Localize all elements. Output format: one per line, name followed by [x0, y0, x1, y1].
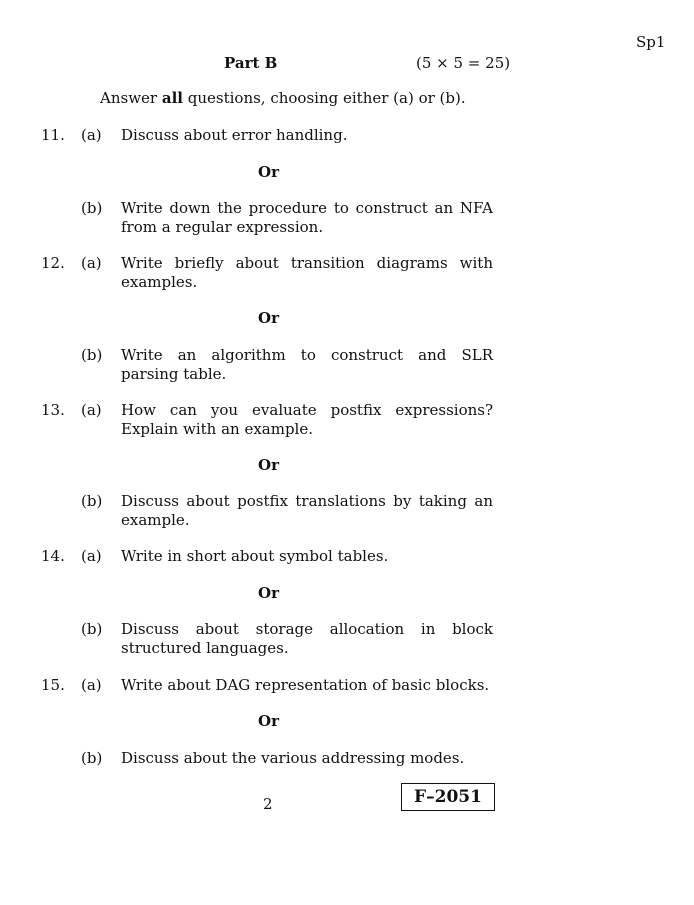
- or-separator: Or: [258, 456, 279, 474]
- option-label: (a): [81, 126, 102, 144]
- corner-paper-code: Sp1: [636, 33, 666, 51]
- or-separator: Or: [258, 309, 279, 327]
- paper-code-box: F–2051: [401, 783, 495, 811]
- question-text: Write an algorithm to construct and SLR parsing table.: [121, 346, 493, 383]
- question-text: Write briefly about transition diagrams with examples.: [121, 254, 493, 291]
- option-label: (b): [81, 620, 103, 638]
- question-number: 15.: [41, 676, 65, 694]
- option-label: (a): [81, 547, 102, 565]
- question-number: 13.: [41, 401, 65, 419]
- part-title: Part B: [224, 54, 278, 72]
- question-text: How can you evaluate postfix expressions? Explain with an example.: [121, 401, 493, 438]
- question-text: Discuss about storage allocation in block structured languages.: [121, 620, 493, 657]
- question-text: Write about DAG representation of basic blocks.: [121, 676, 490, 694]
- instructions: [100, 89, 466, 107]
- question-text: Write in short about symbol tables.: [121, 547, 389, 565]
- or-separator: Or: [258, 584, 279, 602]
- option-label: (a): [81, 676, 102, 694]
- or-separator: Or: [258, 712, 279, 730]
- question-text: Discuss about the various addressing modes.: [121, 749, 465, 767]
- question-text: Discuss about postfix translations by taking an example.: [121, 492, 493, 529]
- option-label: (a): [81, 401, 102, 419]
- instructions-suffix: questions, choosing either (a) or (b).: [182, 89, 466, 107]
- option-label: (b): [81, 492, 103, 510]
- or-separator: Or: [258, 163, 279, 181]
- instructions-bold: all: [161, 89, 183, 107]
- option-label: (a): [81, 254, 102, 272]
- marks-scheme: (5 × 5 = 25): [416, 54, 511, 72]
- option-label: (b): [81, 346, 103, 364]
- page-number: 2: [263, 795, 273, 813]
- question-text: Discuss about error handling.: [121, 126, 348, 144]
- instructions-prefix: Answer: [100, 89, 162, 107]
- question-text: Write down the procedure to construct an NFA from a regular expression.: [121, 199, 493, 236]
- question-number: 14.: [41, 547, 65, 565]
- question-number: 11.: [41, 126, 65, 144]
- option-label: (b): [81, 749, 103, 767]
- question-number: 12.: [41, 254, 65, 272]
- option-label: (b): [81, 199, 103, 217]
